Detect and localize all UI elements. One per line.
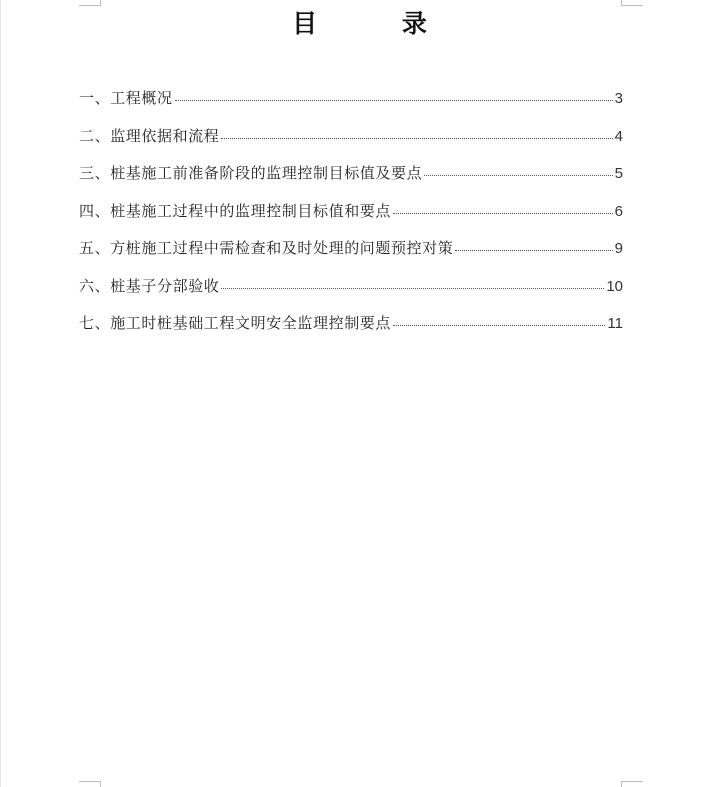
toc-dot-leader <box>221 137 612 139</box>
toc-entry-page: 5 <box>614 165 623 182</box>
toc-dot-leader <box>393 212 613 214</box>
margin-corner-bottom-left <box>79 781 101 787</box>
toc-entry-5[interactable] <box>79 236 623 274</box>
toc-entry-page: 9 <box>614 240 623 257</box>
toc-title: 目 录 <box>292 9 465 38</box>
toc-entry-4[interactable] <box>79 199 623 237</box>
toc-entry-label: 三、桩基施工前准备阶段的监理控制目标值及要点 <box>79 164 423 182</box>
table-of-contents <box>79 86 623 349</box>
toc-entry-1[interactable] <box>79 86 623 124</box>
toc-entry-label: 一、工程概况 <box>79 89 173 107</box>
toc-entry-page: 3 <box>614 90 623 107</box>
toc-entry-2[interactable] <box>79 124 623 162</box>
toc-entry-page: 6 <box>614 202 623 220</box>
toc-dot-leader <box>175 99 613 101</box>
toc-dot-leader <box>455 249 612 251</box>
toc-entry-3[interactable] <box>79 161 623 199</box>
toc-entry-6[interactable] <box>79 274 623 312</box>
toc-entry-label: 七、施工时桩基础工程文明安全监理控制要点 <box>79 314 392 332</box>
toc-entry-page: 4 <box>614 127 623 145</box>
toc-dot-leader <box>221 287 604 289</box>
toc-entry-page: 11 <box>607 315 623 332</box>
margin-corner-bottom-right <box>621 781 643 787</box>
toc-entry-label: 二、监理依据和流程 <box>79 126 220 145</box>
toc-entry-label: 六、桩基子分部验收 <box>79 276 220 295</box>
toc-entry-label: 四、桩基施工过程中的监理控制目标值和要点 <box>79 201 392 220</box>
toc-dot-leader <box>424 174 612 176</box>
toc-entry-label: 五、方桩施工过程中需检查和及时处理的问题预控对策 <box>79 239 454 257</box>
toc-dot-leader <box>393 324 605 326</box>
toc-entry-7[interactable] <box>79 311 623 349</box>
toc-entry-page: 10 <box>606 277 623 295</box>
